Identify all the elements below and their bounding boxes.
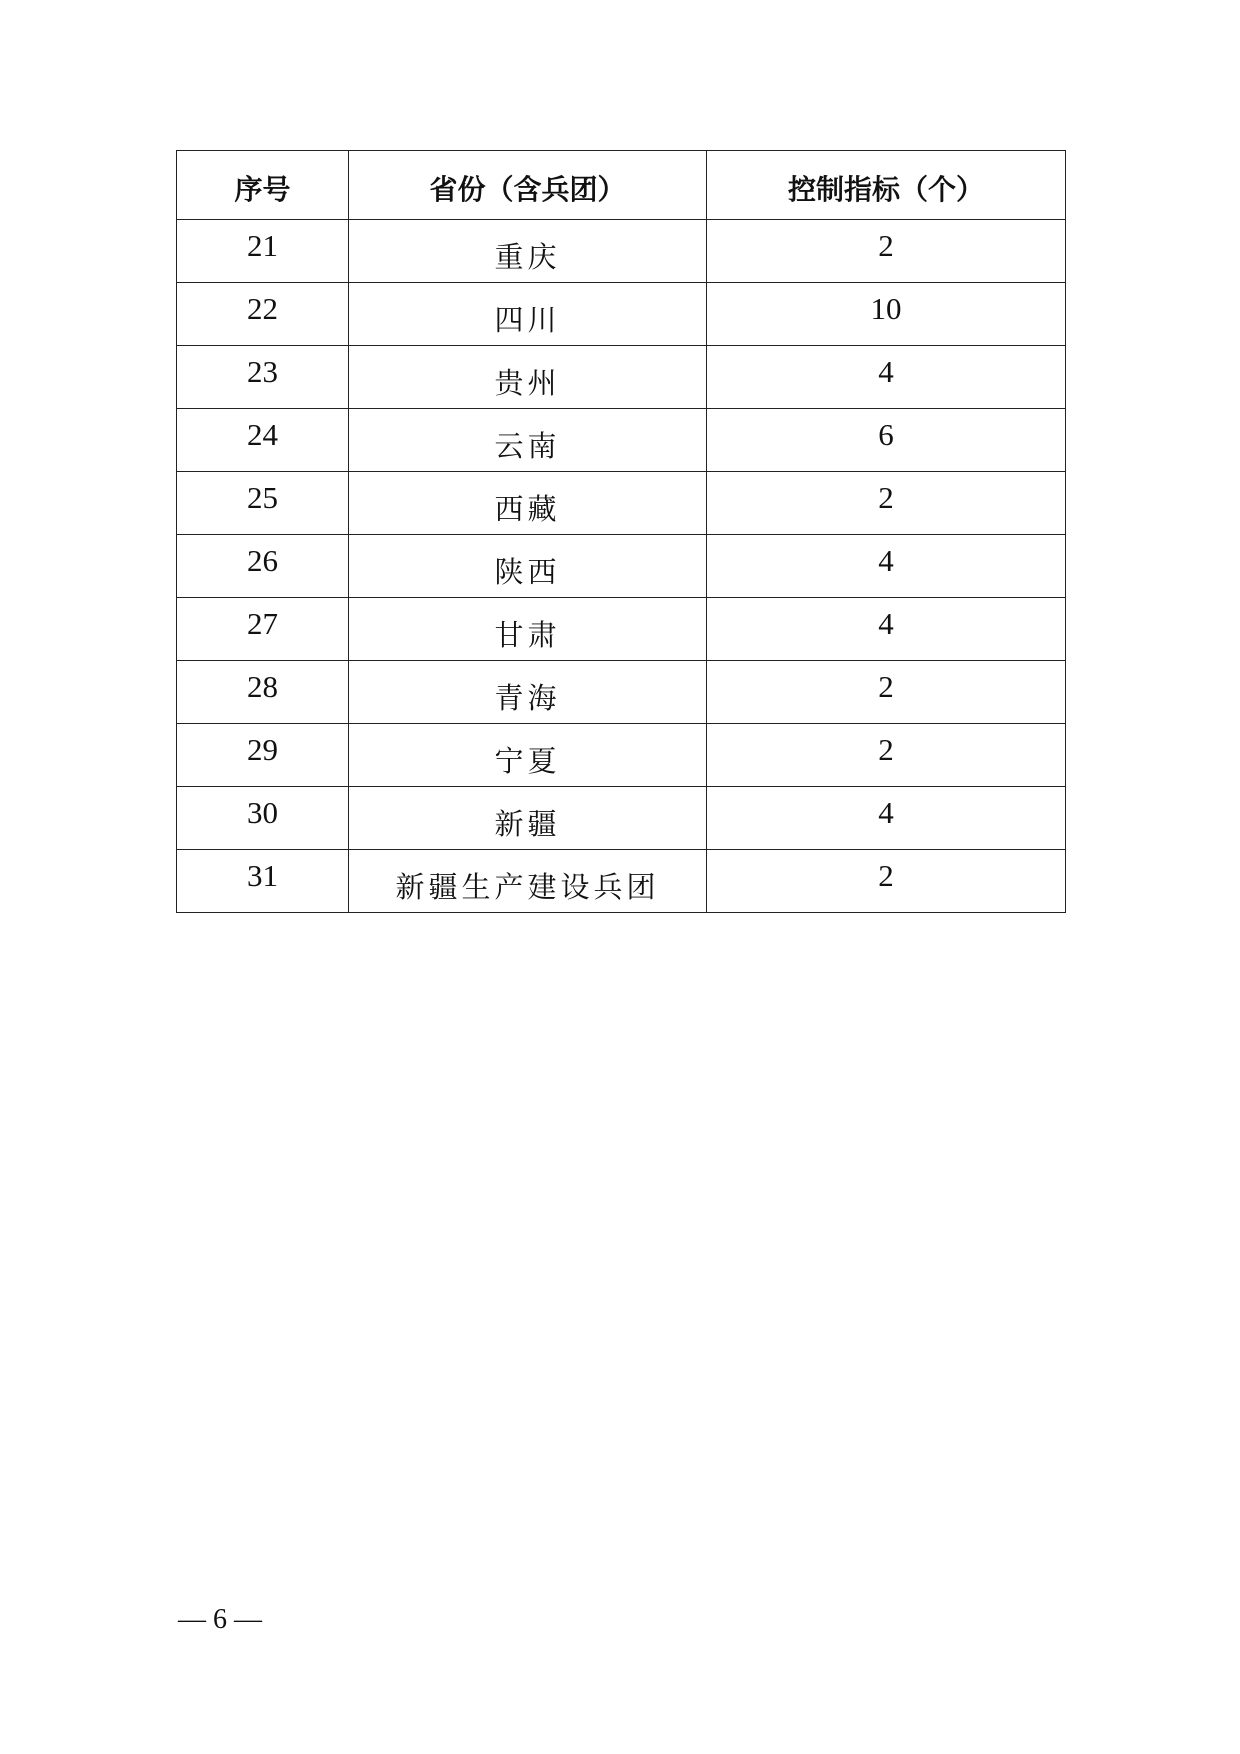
serial-number-cell	[177, 598, 349, 661]
table-row	[177, 850, 1066, 913]
serial-number-cell	[177, 661, 349, 724]
serial-number-cell-text: 23	[247, 354, 278, 389]
quota-cell-text: 4	[878, 795, 894, 830]
province-cell	[349, 724, 707, 787]
table-header-row	[177, 151, 1066, 220]
header-province: 省份（含兵团）	[349, 151, 707, 220]
province-cell-text: 西藏	[494, 491, 561, 526]
serial-number-cell-text: 31	[247, 858, 278, 893]
quota-cell	[707, 346, 1066, 409]
quota-cell-text: 4	[878, 354, 894, 389]
quota-cell	[707, 787, 1066, 850]
quota-cell-text: 2	[878, 480, 894, 515]
serial-number-cell	[177, 850, 349, 913]
province-cell-text: 重庆	[494, 239, 561, 274]
province-cell-text: 新疆	[494, 806, 561, 841]
serial-number-cell-text: 21	[247, 228, 278, 263]
table-row	[177, 283, 1066, 346]
province-cell-text: 宁夏	[494, 743, 561, 778]
table-row	[177, 409, 1066, 472]
province-cell	[349, 283, 707, 346]
quota-cell-text: 4	[878, 606, 894, 641]
header-serial-number: 序号	[177, 151, 349, 220]
table-row	[177, 535, 1066, 598]
serial-number-cell	[177, 535, 349, 598]
quota-cell-text: 2	[878, 858, 894, 893]
quota-cell-text: 10	[870, 291, 902, 326]
serial-number-cell	[177, 220, 349, 283]
serial-number-cell	[177, 472, 349, 535]
serial-number-cell-text: 25	[247, 480, 278, 515]
table-body	[177, 220, 1066, 913]
serial-number-cell	[177, 283, 349, 346]
serial-number-cell-text: 26	[247, 543, 278, 578]
table-row	[177, 472, 1066, 535]
serial-number-cell	[177, 787, 349, 850]
table-row	[177, 598, 1066, 661]
quota-table	[176, 150, 1066, 913]
quota-cell	[707, 724, 1066, 787]
province-cell	[349, 661, 707, 724]
quota-cell	[707, 598, 1066, 661]
table-row	[177, 724, 1066, 787]
quota-cell-text: 2	[878, 669, 894, 704]
province-cell-text: 青海	[494, 680, 561, 715]
province-cell	[349, 850, 707, 913]
serial-number-cell-text: 24	[247, 417, 278, 452]
serial-number-cell	[177, 409, 349, 472]
table-row	[177, 220, 1066, 283]
province-cell-text: 云南	[494, 428, 561, 463]
province-cell	[349, 598, 707, 661]
quota-cell-text: 6	[878, 417, 894, 452]
serial-number-cell	[177, 346, 349, 409]
serial-number-cell-text: 28	[247, 669, 278, 704]
quota-cell	[707, 220, 1066, 283]
quota-cell	[707, 409, 1066, 472]
serial-number-cell-text: 27	[247, 606, 278, 641]
quota-cell	[707, 850, 1066, 913]
province-cell-text: 陕西	[494, 554, 561, 589]
province-cell	[349, 472, 707, 535]
serial-number-cell-text: 29	[247, 732, 278, 767]
header-control-quota: 控制指标（个）	[707, 151, 1066, 220]
quota-cell	[707, 283, 1066, 346]
province-cell	[349, 346, 707, 409]
province-cell	[349, 409, 707, 472]
quota-cell-text: 2	[878, 732, 894, 767]
serial-number-cell	[177, 724, 349, 787]
quota-cell	[707, 661, 1066, 724]
table-row	[177, 346, 1066, 409]
quota-cell	[707, 472, 1066, 535]
table-row	[177, 787, 1066, 850]
province-cell-text: 四川	[494, 302, 561, 337]
province-cell	[349, 535, 707, 598]
serial-number-cell-text: 22	[247, 291, 278, 326]
page-number: — 6 —	[178, 1604, 262, 1635]
table-row	[177, 661, 1066, 724]
province-cell-text: 甘肃	[494, 617, 561, 652]
province-cell-text: 贵州	[494, 365, 561, 400]
serial-number-cell-text: 30	[247, 795, 278, 830]
quota-cell	[707, 535, 1066, 598]
province-cell	[349, 220, 707, 283]
quota-cell-text: 4	[878, 543, 894, 578]
province-cell	[349, 787, 707, 850]
quota-cell-text: 2	[878, 228, 894, 263]
province-cell-text: 新疆生产建设兵团	[395, 869, 660, 904]
